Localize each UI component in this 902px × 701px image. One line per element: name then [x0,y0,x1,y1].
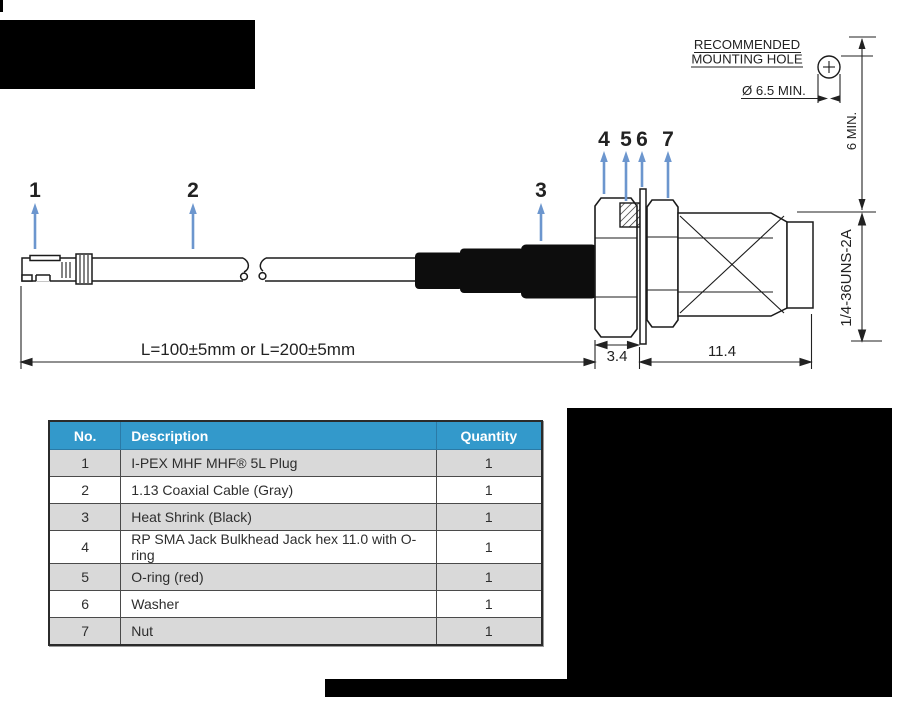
callout-6 [636,128,648,187]
header-description: Description [121,421,436,450]
cell-description: I-PEX MHF MHF® 5L Plug [121,450,436,477]
callout-7 [662,128,674,198]
callout-3-label: 3 [535,179,547,202]
table-row [49,477,542,504]
cell-description: Nut [121,618,436,646]
callout-4-label: 4 [598,128,610,151]
table-row [49,591,542,618]
table-row [49,618,542,646]
callout-7-arrow-icon [664,151,672,162]
o-ring-part [620,203,640,227]
heat-shrink-part [415,245,597,299]
callout-7-label: 7 [662,128,674,151]
parts-table-header [49,421,542,450]
mhf-plug-part [22,254,92,284]
table-row [49,564,542,591]
callout-6-arrow-icon [638,151,646,162]
callout-2-arrow-icon [189,203,197,214]
table-row [49,531,542,564]
header-quantity: Quantity [436,421,542,450]
callout-2-label: 2 [187,179,199,202]
panel-gap-dimension-label: 3.4 [606,348,628,365]
callout-2 [187,179,199,249]
parts-table [48,420,543,646]
nut-part [647,200,678,327]
cell-no: 7 [49,618,121,646]
length-dimension-label: L=100±5mm or L=200±5mm [140,340,356,359]
cell-quantity: 1 [436,591,542,618]
callout-4 [598,128,610,194]
cell-description: Washer [121,591,436,618]
cell-quantity: 1 [436,450,542,477]
table-row [49,504,542,531]
callout-1-arrow-icon [31,203,39,214]
cell-quantity: 1 [436,504,542,531]
cell-quantity: 1 [436,618,542,646]
washer-part [640,189,646,344]
callout-6-label: 6 [636,128,648,151]
redacted-logo-block [0,20,255,89]
thread-length-dimension-label: 11.4 [707,343,737,360]
callout-1 [29,179,41,249]
thread-spec-label: 1/4-36UNS-2A [838,229,855,327]
callout-4-arrow-icon [600,151,608,162]
cell-no: 1 [49,450,121,477]
table-row [49,450,542,477]
cell-no: 3 [49,504,121,531]
cell-description: Heat Shrink (Black) [121,504,436,531]
cell-no: 5 [49,564,121,591]
redacted-bottom-bar [325,679,892,697]
edge-distance-label: 6 MIN. [844,111,859,151]
mounting-hole-title-line2: MOUNTING HOLE [691,51,803,67]
callout-5-label: 5 [620,128,632,151]
corner-mark [0,0,3,12]
callout-5-arrow-icon [622,151,630,162]
callout-3-arrow-icon [537,203,545,214]
callout-3 [535,179,547,241]
cell-quantity: 1 [436,564,542,591]
threaded-barrel [678,213,813,316]
mounting-hole-title-line1: RECOMMENDED [693,37,801,52]
cell-no: 4 [49,531,121,564]
cell-no: 6 [49,591,121,618]
cell-quantity: 1 [436,477,542,504]
callout-5 [620,128,632,201]
cell-no: 2 [49,477,121,504]
hole-diameter-label: Ø 6.5 MIN. [742,83,806,98]
cell-description: RP SMA Jack Bulkhead Jack hex 11.0 with O-ring [121,531,436,564]
cell-quantity: 1 [436,531,542,564]
coaxial-cable-part [92,258,418,281]
cell-description: 1.13 Coaxial Cable (Gray) [121,477,436,504]
callouts [29,128,674,249]
callout-1-label: 1 [29,179,41,202]
cell-description: O-ring (red) [121,564,436,591]
redacted-right-block [567,408,892,697]
header-no: No. [49,421,121,450]
mounting-hole-detail [691,37,876,210]
